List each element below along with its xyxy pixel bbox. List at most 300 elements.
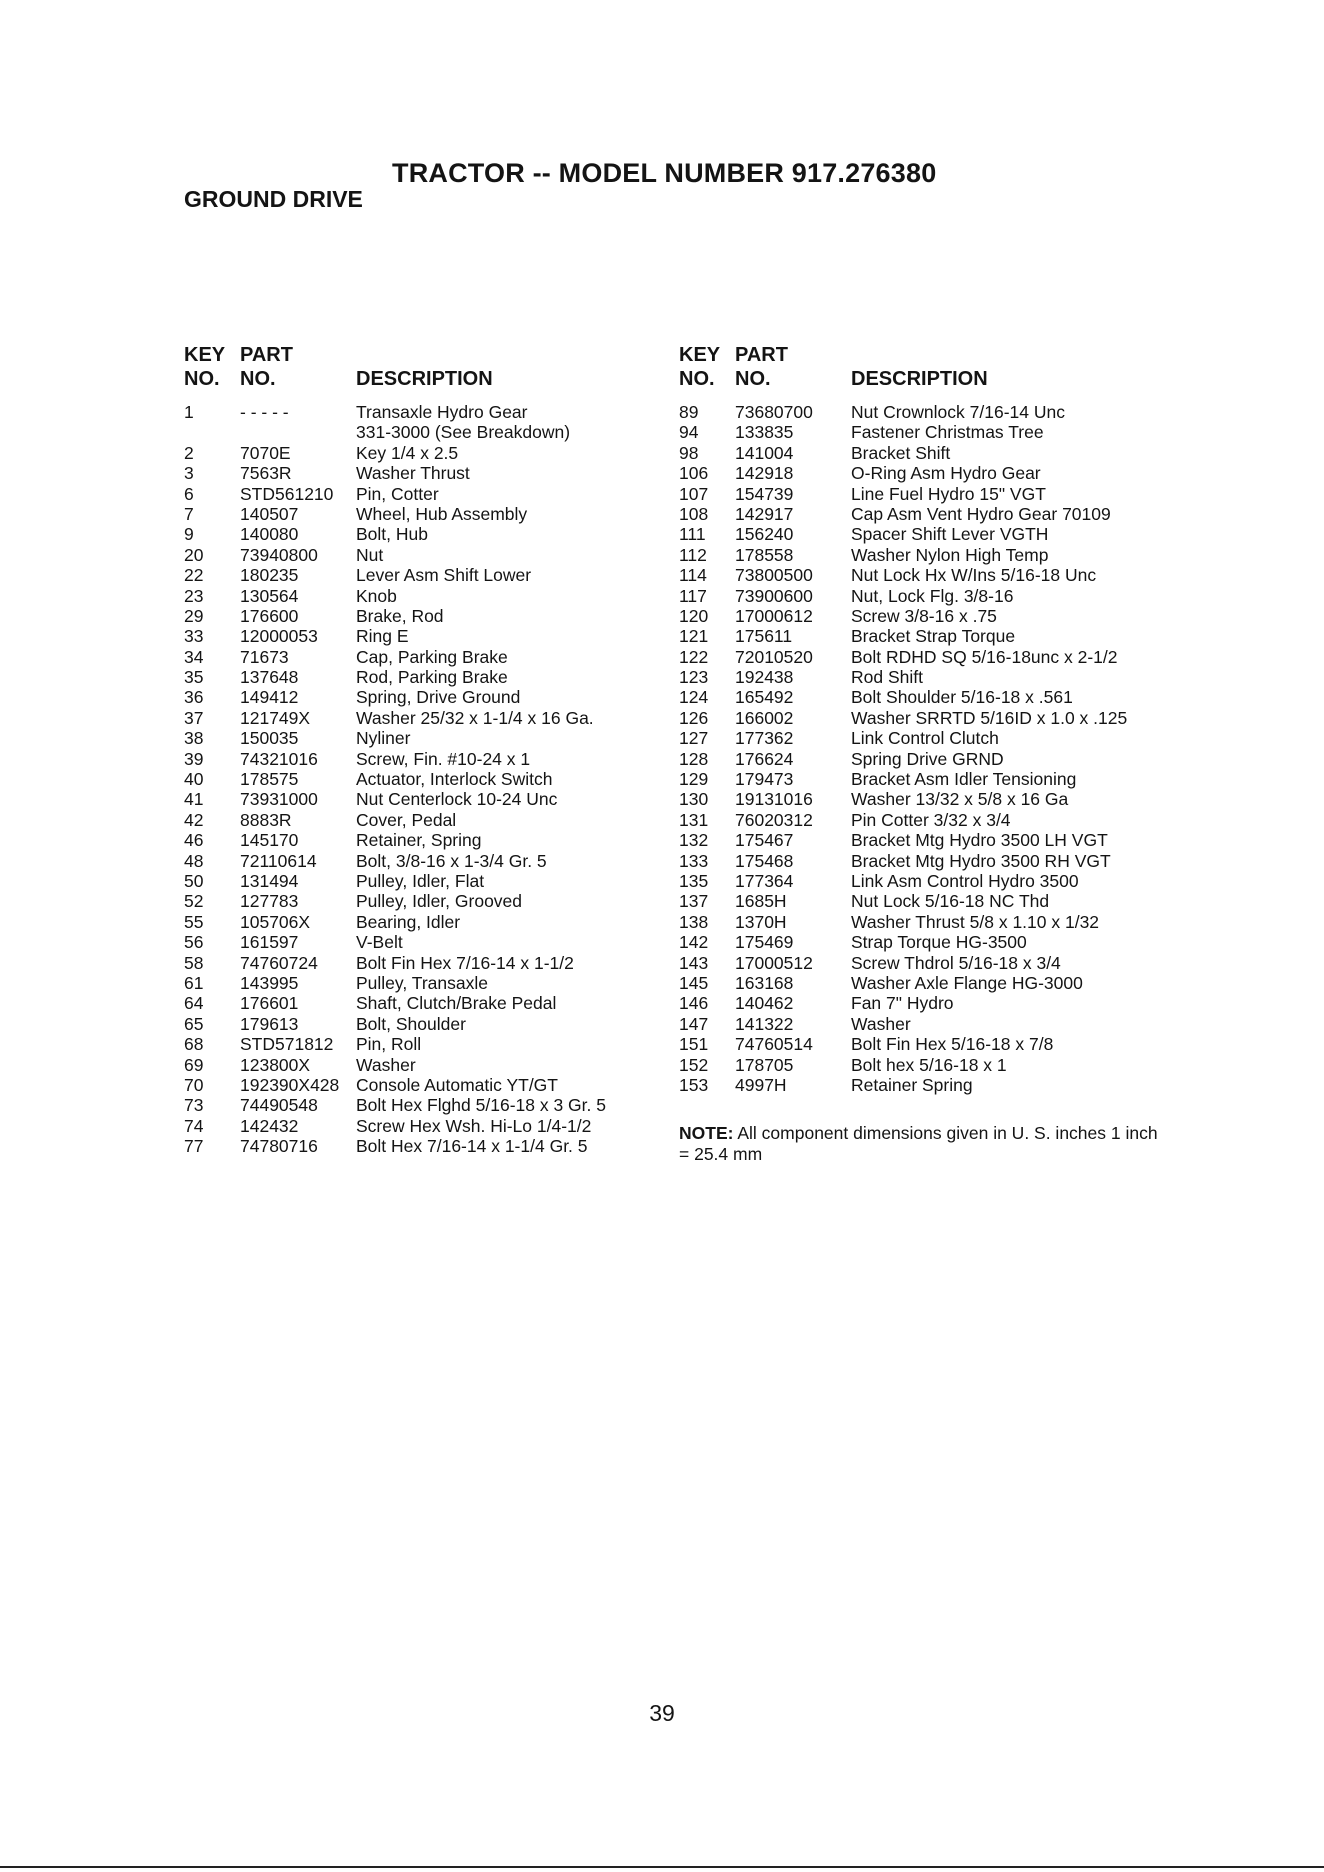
part-no-cell: 178558 [735,544,794,565]
description-cell: Bolt hex 5/16-18 x 1 [851,1054,1007,1075]
key-no-cell: 132 [679,830,709,851]
table-header [184,344,654,394]
table-row [184,1136,654,1156]
key-no-cell: 94 [679,422,699,443]
key-no-cell: 126 [679,707,709,728]
table-row [184,463,654,483]
description-cell: Line Fuel Hydro 15" VGT [851,483,1046,504]
key-no-cell: 120 [679,605,709,626]
table-row [184,687,654,707]
key-no-cell: 142 [679,932,709,953]
key-no-cell: 56 [184,932,204,953]
part-no-cell: 74760724 [240,952,318,973]
part-no-cell: 176624 [735,748,794,769]
table-row [184,1075,654,1095]
part-no-cell: STD571812 [240,1034,334,1055]
part-header: PART [240,344,293,366]
part-no-cell: 140507 [240,503,299,524]
description-cell: Cap, Parking Brake [356,646,508,667]
key-no-cell: 22 [184,565,204,586]
key-no-cell: 58 [184,952,204,973]
key-no-cell: 6 [184,483,194,504]
key-no-cell: 39 [184,748,204,769]
table-row [184,891,654,911]
key-no-cell: 123 [679,667,709,688]
part-no-cell: 72010520 [735,646,813,667]
page-title: TRACTOR -- MODEL NUMBER 917.276380 [392,158,937,188]
description-cell: Link Asm Control Hydro 3500 [851,870,1079,891]
description-cell: Screw, Fin. #10-24 x 1 [356,748,531,769]
table-row [184,769,654,789]
part-no-cell: 73900600 [735,585,813,606]
table-row [679,871,1199,891]
key-no-cell: 34 [184,646,204,667]
part-no-cell: 1685H [735,891,787,912]
description-cell: V-Belt [356,932,403,953]
table-row [679,891,1199,911]
bottom-rule [0,1866,1324,1868]
key-no-cell: 130 [679,789,709,810]
part-no-cell: 154739 [735,483,794,504]
description-cell: Console Automatic YT/GT [356,1074,558,1095]
description-cell: Nut [356,544,384,565]
description-cell: Ring E [356,626,409,647]
table-row [184,484,654,504]
key-no-cell: 68 [184,1034,204,1055]
description-cell: Pin, Cotter [356,483,439,504]
table-row [184,912,654,932]
table-row [679,443,1199,463]
description-cell: Washer Axle Flange HG-3000 [851,972,1083,993]
table-row [184,586,654,606]
table-row [679,851,1199,871]
table-row [679,1075,1199,1095]
table-row [184,443,654,463]
note-label: NOTE: [679,1123,734,1144]
part-no-cell: 7563R [240,463,292,484]
description-cell: Bracket Shift [851,442,951,463]
table-row [184,1055,654,1075]
note [679,1123,1159,1164]
description-cell: Cap Asm Vent Hydro Gear 70109 [851,503,1111,524]
table-row [679,626,1199,646]
table-row [184,993,654,1013]
key-no-cell: 46 [184,830,204,851]
description-cell: Washer 25/32 x 1-1/4 x 16 Ga. [356,707,594,728]
description-cell: Bracket Mtg Hydro 3500 RH VGT [851,850,1111,871]
part-no-cell: 176601 [240,993,299,1014]
key-no-cell: 89 [679,402,699,422]
description-cell: Screw Thdrol 5/16-18 x 3/4 [851,952,1061,973]
key-no-cell: 3 [184,463,194,484]
table-row [679,749,1199,769]
table-row [679,463,1199,483]
part-no-cell: 123800X [240,1054,311,1075]
key-no-cell: 128 [679,748,709,769]
table-row [184,504,654,524]
part-no-cell: 7070E [240,442,291,463]
part-no-cell: - - - - - [240,402,289,422]
part-no-cell: 177362 [735,728,794,749]
part-no-cell: 192438 [735,667,794,688]
part-no-cell: 73680700 [735,402,813,422]
table-row [184,1116,654,1136]
key-no-cell: 147 [679,1013,709,1034]
key-no-cell: 74 [184,1115,204,1136]
key-header: KEY [679,344,721,366]
description-cell: Strap Torque HG-3500 [851,932,1027,953]
description-cell: Rod, Parking Brake [356,667,508,688]
description-cell: Washer Thrust 5/8 x 1.10 x 1/32 [851,911,1100,932]
table-row [679,728,1199,748]
description-cell: Rod Shift [851,667,923,688]
key-no-cell: 70 [184,1074,204,1095]
table-body [679,402,1199,1095]
key-no-cell: 42 [184,809,204,830]
part-no-cell: 141004 [735,442,794,463]
description-cell: O-Ring Asm Hydro Gear [851,463,1041,484]
key-no-cell: 108 [679,503,709,524]
description-cell: Spacer Shift Lever VGTH [851,524,1049,545]
description-cell: 331-3000 (See Breakdown) [356,422,571,443]
key-no-cell: 131 [679,809,709,830]
table-row [184,647,654,667]
key-no-cell: 151 [679,1034,709,1055]
description-cell: Pin, Roll [356,1034,422,1055]
key-no-cell: 29 [184,605,204,626]
description-cell: Wheel, Hub Assembly [356,503,528,524]
part-no-cell: 163168 [735,972,794,993]
key-no-cell: 52 [184,891,204,912]
description-cell: Retainer Spring [851,1074,973,1095]
key-no-cell: 114 [679,565,707,586]
description-cell: Actuator, Interlock Switch [356,769,553,790]
page-number: 39 [649,1700,675,1726]
key-no-cell: 50 [184,870,204,891]
part-no-cell: 177364 [735,870,794,891]
description-cell: Washer [356,1054,416,1075]
table-row [679,402,1199,422]
table-row [184,830,654,850]
part-no-cell: 142917 [735,503,794,524]
key-no-cell: 143 [679,952,709,973]
description-cell: Link Control Clutch [851,728,999,749]
description-cell: Bracket Mtg Hydro 3500 LH VGT [851,830,1108,851]
description-cell: Bracket Asm Idler Tensioning [851,769,1077,790]
table-row [184,1034,654,1054]
key-no-cell: 55 [184,911,204,932]
part-no-cell: 166002 [735,707,794,728]
description-cell: Washer 13/32 x 5/8 x 16 Ga [851,789,1069,810]
description-cell: Pulley, Transaxle [356,972,488,993]
table-row [184,422,654,442]
table-row [679,545,1199,565]
description-cell: Spring, Drive Ground [356,687,521,708]
part-no-cell: 121749X [240,707,311,728]
description-cell: Bracket Strap Torque [851,626,1016,647]
table-row [184,708,654,728]
section-title: GROUND DRIVE [184,186,363,212]
part-no-cell: 137648 [240,667,299,688]
description-cell: Nut Lock 5/16-18 NC Thd [851,891,1050,912]
key-no-cell: 61 [184,972,204,993]
table-row [184,1014,654,1034]
part-no-cell: 175469 [735,932,794,953]
key-no-cell: 145 [679,972,709,993]
part-no-cell: 72110614 [240,850,317,871]
part-no-header: NO. [735,368,771,390]
description-cell: Fan 7" Hydro [851,993,954,1014]
part-no-cell: 156240 [735,524,794,545]
description-header: DESCRIPTION [851,368,988,390]
part-no-cell: 178705 [735,1054,794,1075]
part-header: PART [735,344,788,366]
description-cell: Brake, Rod [356,605,444,626]
part-no-cell: 179613 [240,1013,299,1034]
table-row [184,667,654,687]
key-no-cell: 124 [679,687,709,708]
table-row [184,749,654,769]
part-no-cell: 149412 [240,687,299,708]
description-cell: Knob [356,585,397,606]
part-no-cell: 142918 [735,463,794,484]
part-no-cell: 76020312 [735,809,813,830]
table-row [679,912,1199,932]
table-row [184,973,654,993]
table-row [679,769,1199,789]
description-cell: Nut, Lock Flg. 3/8-16 [851,585,1014,606]
table-row [679,606,1199,626]
table-row [184,606,654,626]
part-no-cell: 105706X [240,911,311,932]
part-no-cell: 140080 [240,524,299,545]
key-no-cell: 73 [184,1095,204,1116]
part-no-cell: 178575 [240,769,299,790]
key-no-cell: 137 [679,891,709,912]
part-no-cell: 180235 [240,565,299,586]
description-header: DESCRIPTION [356,368,493,390]
key-no-cell: 133 [679,850,709,871]
part-no-cell: 74490548 [240,1095,318,1116]
parts-table-left [184,344,654,1156]
description-cell: Nut Crownlock 7/16-14 Unc [851,402,1065,422]
key-no-cell: 1 [184,402,194,422]
table-row [679,687,1199,707]
table-row [679,1034,1199,1054]
table-row [679,830,1199,850]
part-no-cell: 131494 [240,870,299,891]
key-no-cell: 9 [184,524,194,545]
key-no-cell: 64 [184,993,204,1014]
key-no-cell: 38 [184,728,204,749]
part-no-cell: 176600 [240,605,299,626]
table-row [679,1014,1199,1034]
table-row [679,708,1199,728]
description-cell: Spring Drive GRND [851,748,1004,769]
table-row [184,565,654,585]
table-row [679,667,1199,687]
description-cell: Bolt Fin Hex 5/16-18 x 7/8 [851,1034,1054,1055]
parts-table-right [679,344,1199,1164]
table-row [184,953,654,973]
description-cell: Bolt, 3/8-16 x 1-3/4 Gr. 5 [356,850,547,871]
part-no-cell: 74321016 [240,748,318,769]
table-row [184,545,654,565]
table-row [679,647,1199,667]
table-row [184,524,654,544]
table-row [184,728,654,748]
part-no-cell: 165492 [735,687,794,708]
table-row [679,422,1199,442]
description-cell: Key 1/4 x 2.5 [356,442,459,463]
description-cell: Nyliner [356,728,411,749]
key-no-cell: 146 [679,993,709,1014]
part-no-cell: 71673 [240,646,289,667]
key-no-cell: 65 [184,1013,204,1034]
part-no-cell: 4997H [735,1074,787,1095]
note-text: All component dimensions given in U. S. inches 1 inch = 25.4 mm [679,1123,1158,1164]
key-no-header: NO. [184,368,220,390]
key-no-cell: 40 [184,769,204,790]
description-cell: Pulley, Idler, Flat [356,870,485,891]
table-row [184,851,654,871]
table-row [679,586,1199,606]
part-no-cell: 74760514 [735,1034,813,1055]
description-cell: Nut Lock Hx W/Ins 5/16-18 Unc [851,565,1097,586]
key-no-cell: 127 [679,728,709,749]
description-cell: Retainer, Spring [356,830,482,851]
part-no-cell: 140462 [735,993,794,1014]
key-no-cell: 23 [184,585,204,606]
key-no-cell: 2 [184,442,194,463]
key-no-cell: 135 [679,870,709,891]
description-cell: Washer SRRTD 5/16ID x 1.0 x .125 [851,707,1128,728]
table-row [679,810,1199,830]
table-row [679,504,1199,524]
part-no-header: NO. [240,368,276,390]
part-no-cell: 73800500 [735,565,813,586]
description-cell: Lever Asm Shift Lower [356,565,532,586]
description-cell: Pin Cotter 3/32 x 3/4 [851,809,1011,830]
key-no-cell: 129 [679,769,709,790]
part-no-cell: 19131016 [735,789,813,810]
key-no-cell: 122 [679,646,709,667]
part-no-cell: 74780716 [240,1136,318,1157]
key-no-cell: 33 [184,626,204,647]
part-no-cell: 130564 [240,585,299,606]
table-row [184,402,654,422]
description-cell: Shaft, Clutch/Brake Pedal [356,993,557,1014]
part-no-cell: 150035 [240,728,299,749]
key-no-cell: 117 [679,585,707,606]
table-row [679,484,1199,504]
table-row [184,789,654,809]
part-no-cell: 179473 [735,769,794,790]
part-no-cell: 127783 [240,891,299,912]
table-row [184,810,654,830]
part-no-cell: 161597 [240,932,299,953]
description-cell: Bolt, Shoulder [356,1013,466,1034]
key-no-cell: 106 [679,463,709,484]
key-no-cell: 107 [679,483,709,504]
part-no-cell: 175468 [735,850,794,871]
part-no-cell: 141322 [735,1013,794,1034]
part-no-cell: 142432 [240,1115,299,1136]
description-cell: Bolt Shoulder 5/16-18 x .561 [851,687,1073,708]
part-no-cell: 133835 [735,422,794,443]
table-row [679,973,1199,993]
part-no-cell: 175467 [735,830,794,851]
key-no-cell: 7 [184,503,194,524]
key-no-cell: 20 [184,544,204,565]
part-no-cell: 145170 [240,830,299,851]
table-row [679,932,1199,952]
table-row [679,565,1199,585]
key-header: KEY [184,344,226,366]
part-no-cell: STD561210 [240,483,334,504]
description-cell: Screw 3/8-16 x .75 [851,605,997,626]
table-row [679,1055,1199,1075]
description-cell: Bolt, Hub [356,524,428,545]
part-no-cell: 12000053 [240,626,318,647]
description-cell: Cover, Pedal [356,809,457,830]
table-row [679,993,1199,1013]
part-no-cell: 73940800 [240,544,318,565]
table-row [184,626,654,646]
key-no-cell: 48 [184,850,204,871]
description-cell: Bearing, Idler [356,911,461,932]
description-cell: Bolt RDHD SQ 5/16-18unc x 2-1/2 [851,646,1118,667]
key-no-header: NO. [679,368,715,390]
key-no-cell: 111 [679,524,706,545]
key-no-cell: 152 [679,1054,709,1075]
table-header [679,344,1199,394]
description-cell: Bolt Hex 7/16-14 x 1-1/4 Gr. 5 [356,1136,588,1157]
description-cell: Nut Centerlock 10-24 Unc [356,789,558,810]
key-no-cell: 35 [184,667,204,688]
key-no-cell: 37 [184,707,204,728]
part-no-cell: 17000612 [735,605,813,626]
table-row [679,789,1199,809]
description-cell: Pulley, Idler, Grooved [356,891,523,912]
description-cell: Bolt Fin Hex 7/16-14 x 1-1/2 [356,952,574,973]
table-body [184,402,654,1156]
key-no-cell: 41 [184,789,204,810]
table-row [184,932,654,952]
key-no-cell: 138 [679,911,709,932]
description-cell: Bolt Hex Flghd 5/16-18 x 3 Gr. 5 [356,1095,606,1116]
description-cell: Washer Thrust [356,463,470,484]
description-cell: Washer [851,1013,911,1034]
key-no-cell: 77 [184,1136,204,1157]
table-row [184,1095,654,1115]
key-no-cell: 98 [679,442,699,463]
part-no-cell: 1370H [735,911,787,932]
table-row [184,871,654,891]
key-no-cell: 121 [679,626,709,647]
key-no-cell: 112 [679,544,707,565]
description-cell: Screw Hex Wsh. Hi-Lo 1/4-1/2 [356,1115,592,1136]
part-no-cell: 73931000 [240,789,318,810]
part-no-cell: 175611 [735,626,793,647]
description-cell: Transaxle Hydro Gear [356,402,528,422]
table-row [679,953,1199,973]
description-cell: Fastener Christmas Tree [851,422,1044,443]
description-cell: Washer Nylon High Temp [851,544,1049,565]
part-no-cell: 143995 [240,972,299,993]
key-no-cell: 153 [679,1074,709,1095]
part-no-cell: 8883R [240,809,292,830]
